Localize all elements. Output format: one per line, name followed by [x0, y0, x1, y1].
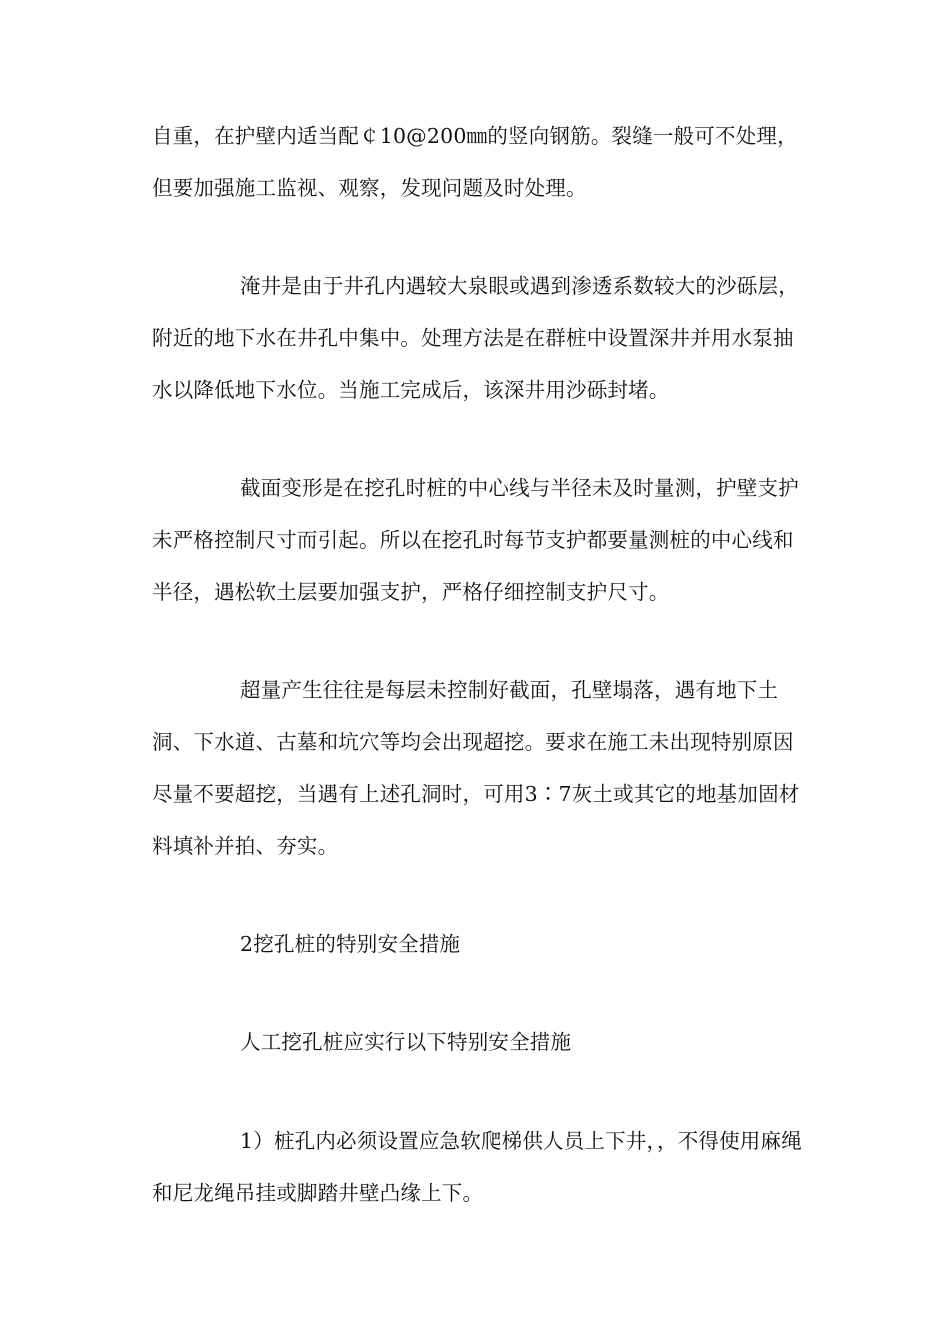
paragraph-over-excavation	[152, 664, 802, 872]
paragraph-text: 淹井是由于井孔内遇较大泉眼或遇到渗透系数较大的沙砾层，附近的地下水在井孔中集中。处理方法是在群桩中设置深井并用水泵抽水以降低地下水位。当施工完成后，该深井用沙砾封堵。	[152, 274, 799, 402]
paragraph-item-1	[152, 1115, 802, 1219]
paragraph-text: 截面变形是在挖孔时桩的中心线与半径未及时量测，护壁支护未严格控制尺寸而引起。所以在挖孔时每节支护都要量测桩的中心线和半径，遇松软土层要加强支护，严格仔细控制支护尺寸。	[152, 476, 799, 604]
paragraph-text: 自重，在护壁内适当配￠10@200㎜的竖向钢筋。裂缝一般可不处理，但要加强施工监视、观察，发现问题及时处理。	[152, 124, 798, 200]
paragraph-text: 1）桩孔内必须设置应急软爬梯供人员上下井，，不得使用麻绳和尼龙绳吊挂或脚踏井壁凸缘上下。	[152, 1129, 802, 1205]
paragraph-text: 超量产生往往是每层未控制好截面，孔壁塌落，遇有地下土洞、下水道、古墓和坑穴等均会出现超挖。要求在施工未出现特别原因尽量不要超挖，当遇有上述孔洞时，可用3∶7灰土或其它的地基加固材料填补并拍、夯实。	[152, 678, 800, 858]
paragraph-flooded-well	[152, 260, 802, 416]
paragraph-continuation	[152, 110, 802, 214]
section-heading	[152, 918, 802, 970]
heading-text: 2挖孔桩的特别安全措施	[240, 932, 461, 956]
paragraph-intro	[152, 1016, 802, 1068]
paragraph-text: 人工挖孔桩应实行以下特别安全措施	[240, 1030, 572, 1054]
paragraph-section-deformation	[152, 462, 802, 618]
